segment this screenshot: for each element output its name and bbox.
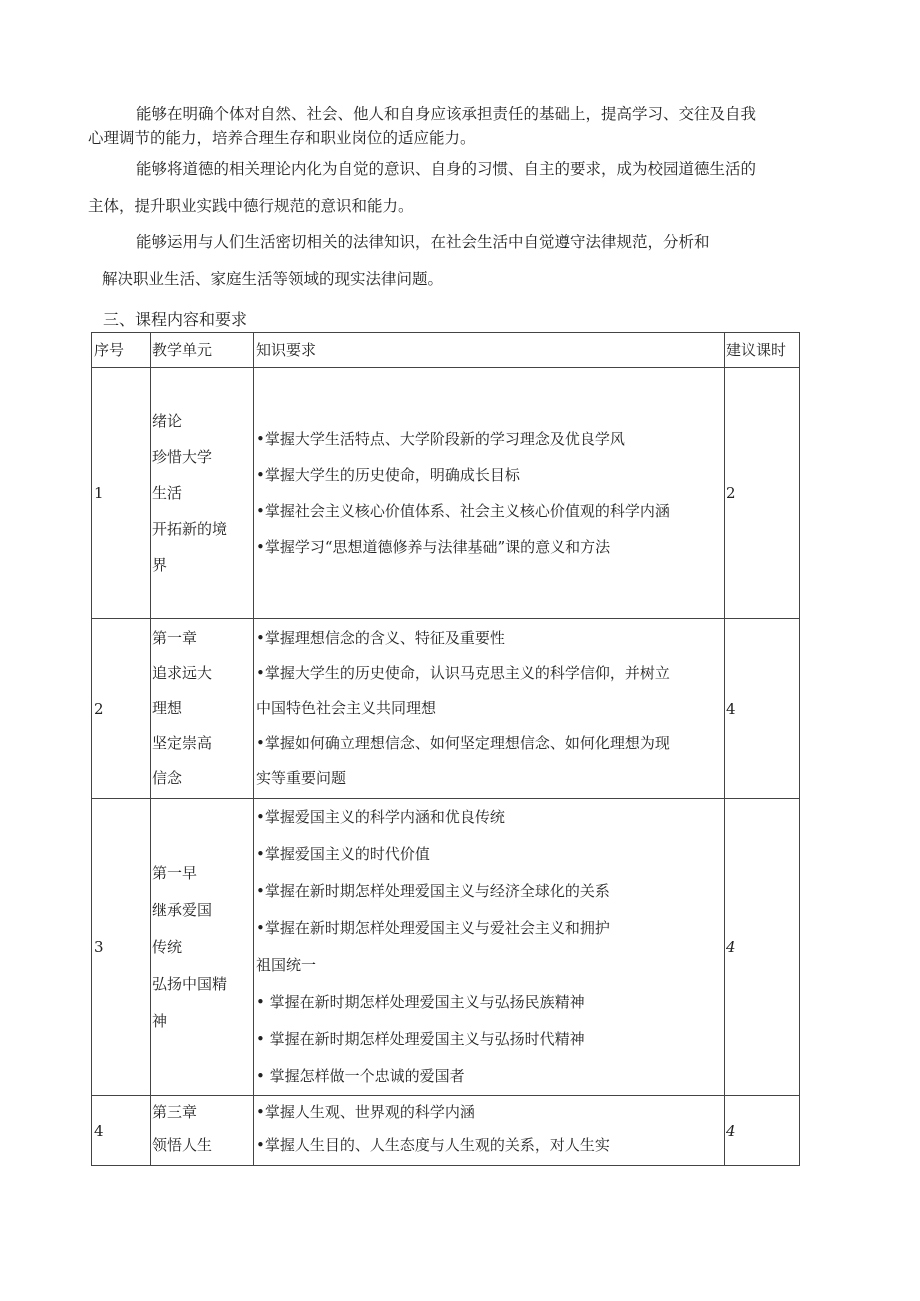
knowledge-item: •掌握在新时期怎样处理爱国主义与经济全球化的关系: [256, 882, 610, 900]
knowledge-requirements: [254, 1096, 725, 1166]
paragraph-1-line-2: 心理调节的能力，培养合理生存和职业岗位的适应能力。: [88, 129, 476, 147]
knowledge-item: • 掌握怎样做一个忠诚的爱国者: [256, 1067, 465, 1085]
knowledge-item: •掌握大学生的历史使命，明确成长目标: [256, 466, 520, 484]
knowledge-item: • 掌握在新时期怎样处理爱国主义与弘扬时代精神: [256, 1030, 585, 1048]
unit-line: 开拓新的境: [152, 520, 228, 538]
row-number: 4: [92, 1096, 151, 1166]
unit-line: 理想: [152, 699, 183, 717]
unit-line: 神: [152, 1011, 168, 1030]
knowledge-requirements: [254, 799, 725, 1096]
row-number: 2: [92, 619, 151, 799]
suggested-hours: 4: [725, 1096, 800, 1166]
teaching-unit: [151, 619, 254, 799]
unit-line: 领悟人生: [152, 1136, 213, 1154]
knowledge-item: •掌握大学生活特点、大学阶段新的学习理念及优良学风: [256, 430, 625, 448]
header-unit: 教学单元: [151, 333, 254, 368]
knowledge-item: •掌握学习“思想道德修养与法律基础”课的意义和方法: [256, 538, 611, 556]
table-row: [92, 799, 800, 1096]
table-header-row: [92, 333, 800, 368]
unit-line: 继承爱国: [152, 900, 213, 919]
knowledge-item: •掌握人生观、世界观的科学内涵: [256, 1103, 475, 1121]
knowledge-item: •掌握人生目的、人生态度与人生观的关系，对人生实: [256, 1136, 610, 1154]
table-row: [92, 619, 800, 799]
knowledge-item: 中国特色社会主义共同理想: [256, 699, 437, 717]
unit-line: 坚定崇高: [152, 734, 213, 752]
table-row: [92, 368, 800, 619]
teaching-unit: [151, 799, 254, 1096]
knowledge-item: •掌握社会主义核心价值体系、社会主义核心价值观的科学内涵: [256, 502, 670, 520]
row-number: 3: [92, 799, 151, 1096]
suggested-hours: 4: [725, 619, 800, 799]
table-row: [92, 1096, 800, 1166]
knowledge-item: •掌握理想信念的含义、特征及重要性: [256, 629, 505, 647]
paragraph-3-line-2: 解决职业生活、家庭生活等领域的现实法律问题。: [102, 270, 444, 288]
unit-line: 第一早: [152, 863, 198, 882]
unit-line: 绪论: [152, 412, 183, 430]
knowledge-requirements: [254, 619, 725, 799]
header-no: 序号: [92, 333, 151, 368]
knowledge-requirements: [254, 368, 725, 619]
teaching-unit: [151, 1096, 254, 1166]
knowledge-item: •掌握如何确立理想信念、如何坚定理想信念、如何化理想为现: [256, 734, 670, 752]
unit-line: 第三章: [152, 1103, 198, 1121]
unit-line: 弘扬中国精: [152, 974, 228, 993]
knowledge-item: •掌握在新时期怎样处理爱国主义与爱社会主义和拥护: [256, 919, 610, 937]
header-knowledge: 知识要求: [254, 333, 725, 368]
suggested-hours: 4: [725, 799, 800, 1096]
course-content-table: [91, 332, 800, 1166]
suggested-hours: 2: [725, 368, 800, 619]
knowledge-item: •掌握爱国主义的科学内涵和优良传统: [256, 808, 505, 826]
unit-line: 界: [152, 556, 168, 574]
unit-line: 传统: [152, 937, 183, 956]
paragraph-3-line-1: 能够运用与人们生活密切相关的法律知识，在社会生活中自觉遵守法律规范，分析和: [136, 233, 710, 251]
knowledge-item: •掌握爱国主义的时代价值: [256, 845, 430, 863]
teaching-unit: [151, 368, 254, 619]
paragraph-1-line-1: 能够在明确个体对自然、社会、他人和自身应该承担责任的基础上，提高学习、交往及自我: [136, 105, 757, 123]
unit-line: 珍惜大学: [152, 448, 213, 466]
paragraph-2-line-1: 能够将道德的相关理论内化为自觉的意识、自身的习惯、自主的要求，成为校园道德生活的: [136, 160, 757, 178]
row-number: 1: [92, 368, 151, 619]
section-heading: 三、课程内容和要求: [103, 310, 248, 329]
unit-line: 生活: [152, 484, 183, 502]
knowledge-item: 祖国统一: [256, 956, 317, 974]
knowledge-item: •掌握大学生的历史使命，认识马克思主义的科学信仰，并树立: [256, 664, 670, 682]
unit-line: 信念: [152, 769, 183, 787]
header-hours: 建议课时: [725, 333, 800, 368]
knowledge-item: • 掌握在新时期怎样处理爱国主义与弘扬民族精神: [256, 993, 585, 1011]
paragraph-2-line-2: 主体，提升职业实践中德行规范的意识和能力。: [88, 197, 414, 215]
knowledge-item: 实等重要问题: [256, 769, 347, 787]
unit-line: 第一章: [152, 629, 198, 647]
unit-line: 追求远大: [152, 664, 213, 682]
